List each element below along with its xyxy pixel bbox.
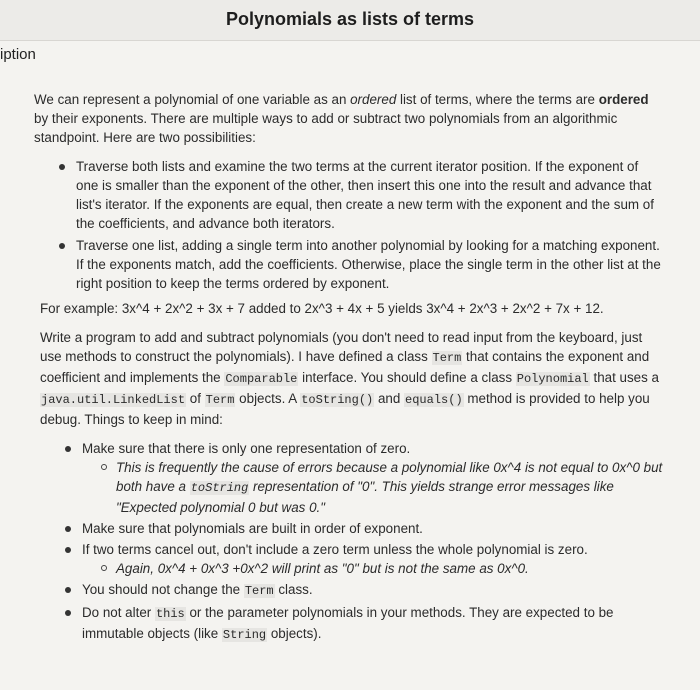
list-item: If two terms cancel out, don't include a zero term unless the whole polynomial is zero. Again, 0x^4 + 0x^3 +0x^2 will print as "0" but is not the same as 0x^0.	[82, 540, 664, 578]
example-paragraph: For example: 3x^4 + 2x^2 + 3x + 7 added to 2x^3 + 4x + 5 yields 3x^4 + 2x^3 + 2x^2 + 7x + 12.	[40, 301, 604, 316]
list-item: Make sure that polynomials are built in order of exponent.	[82, 519, 664, 538]
title-bar	[0, 0, 700, 41]
sub-list	[82, 559, 664, 578]
description-content	[34, 90, 664, 651]
list-item: Make sure that there is only one representation of zero. This is frequently the cause of errors because a polynomial like 0x^4 is not equal to 0x^0 but both have a toString representation of "0". This yields strange error messages like "Expected polynomial 0 but was 0."	[82, 441, 663, 515]
sub-list	[82, 458, 664, 517]
intro-paragraph: We can represent a polynomial of one variable as an ordered list of terms, where the terms are ordered by their exponents. There are multiple ways to add or subtract two polynomials from an algorithmic standpoint. Here are two possibilities:	[34, 92, 649, 145]
list-item: Traverse one list, adding a single term into another polynomial by looking for a matching exponent. If the exponents match, add the coefficients. Otherwise, place the single term in the other list at the right position to keep the terms ordered by exponent.	[76, 236, 664, 293]
list-item: You should not change the Term class.	[82, 580, 664, 601]
list-item: Traverse both lists and examine the two terms at the current iterator position. If the exponent of one is smaller than the exponent of the other, then insert this one into the result and advance that list's iterator. If the exponents are equal, then create a new term with the exponent and the sum of the coefficients, and advance both iterators.	[76, 157, 664, 233]
possibilities-list	[34, 157, 664, 293]
section-label-description: iption	[0, 46, 36, 63]
task-paragraph: Write a program to add and subtract polynomials (you don't need to read input from the keyboard, just use methods to construct the polynomials). I have defined a class Term that contains the exponent and coefficient and implements the Comparable interface. You should define a class Polynomial that uses a java.util.LinkedList of Term objects. A toString() and equals() method is provided to help you debug. Things to keep in mind:	[40, 330, 659, 427]
notes-list	[34, 439, 664, 645]
list-item: Do not alter this or the parameter polynomials in your methods. They are expected to be immutable objects (like String objects).	[82, 603, 664, 645]
list-item: This is frequently the cause of errors because a polynomial like 0x^4 is not equal to 0x^0 but both have a toString representation of "0". This yields strange error messages like "Expected polynomial 0 but was 0."	[116, 460, 663, 515]
list-item: Again, 0x^4 + 0x^3 +0x^2 will print as "0" but is not the same as 0x^0.	[116, 559, 664, 578]
page-title: Polynomials as lists of terms	[225, 9, 475, 29]
